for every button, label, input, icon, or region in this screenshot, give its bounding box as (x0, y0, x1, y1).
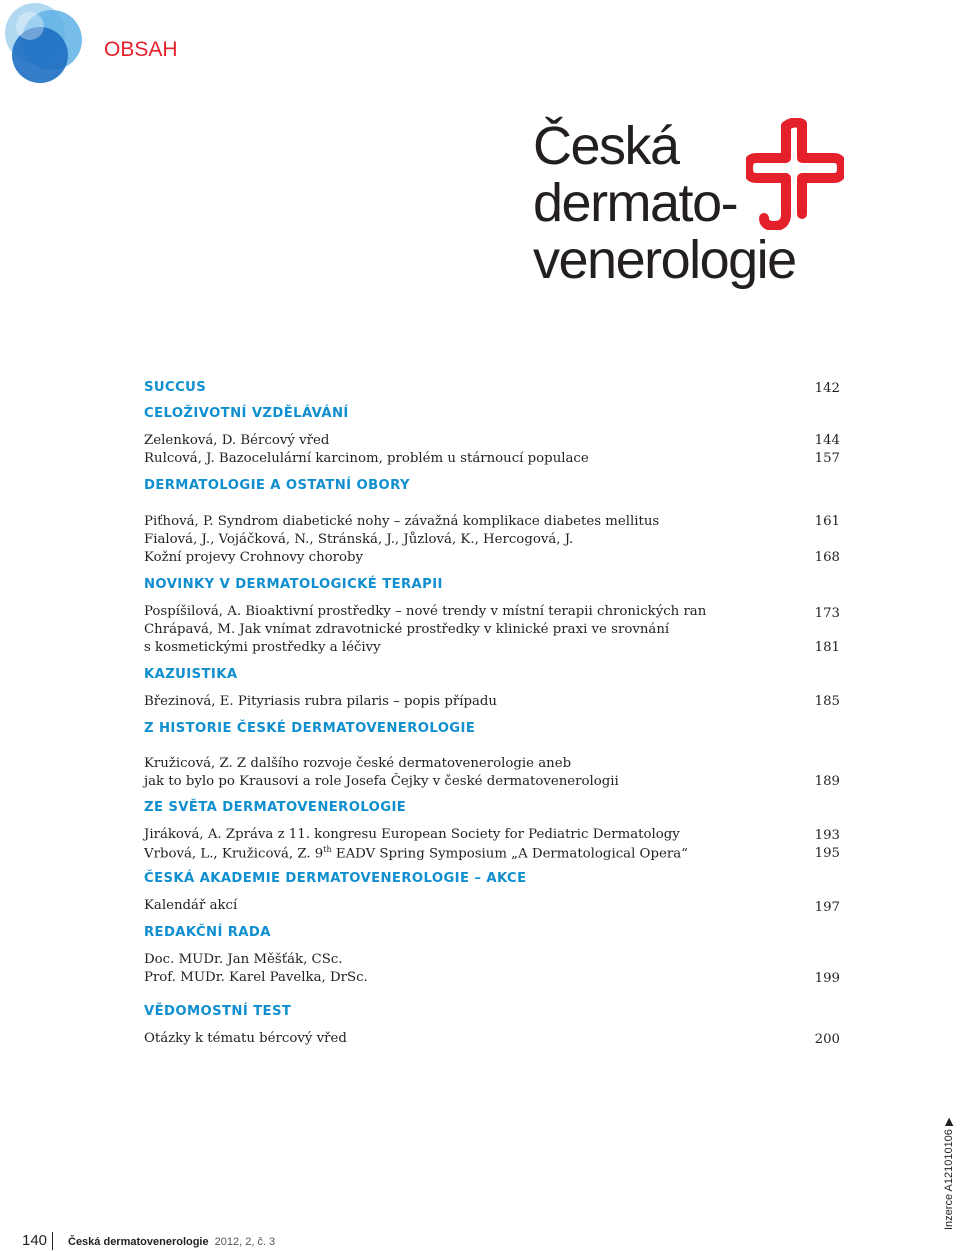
section-heading: KAZUISTIKA (144, 667, 238, 682)
toc-entry[interactable]: Otázky k tématu bércový vřed (144, 1031, 347, 1046)
section-heading: ČESKÁ AKADEMIE DERMATOVENEROLOGIE – AKCE (144, 871, 527, 886)
toc-entry[interactable]: Jiráková, A. Zpráva z 11. kongresu European Society for Pediatric Dermatology (144, 827, 680, 842)
section-heading: VĚDOMOSTNÍ TEST (144, 1004, 292, 1019)
page-number: 189 (814, 774, 840, 789)
footer-journal-name: Česká dermatovenerologie (68, 1236, 209, 1248)
section-heading: NOVINKY V DERMATOLOGICKÉ TERAPII (144, 577, 443, 592)
section-heading: Z HISTORIE ČESKÉ DERMATOVENEROLOGIE (144, 721, 476, 736)
page-title: OBSAH (104, 38, 178, 61)
page-number: 168 (814, 550, 840, 565)
page-number: 199 (814, 971, 840, 986)
toc-entry[interactable] (144, 845, 688, 861)
toc-entry[interactable]: Chrápavá, M. Jak vnímat zdravotnické prostředky v klinické praxi ve srovnání (144, 622, 670, 637)
page-number: 195 (814, 846, 840, 861)
toc-entry-text: EADV Spring Symposium „A Dermatological Opera“ (331, 846, 688, 862)
footer-issue: 2012, 2, č. 3 (214, 1236, 276, 1248)
page-number: 193 (814, 828, 840, 843)
toc-entry-authors[interactable]: Fialová, J., Vojáčková, N., Stránská, J., Jůzlová, K., Hercogová, J. (144, 532, 574, 547)
ad-code-text: Inzerce A121010106 ▶ (943, 1117, 955, 1230)
section-heading: REDAKČNÍ RADA (144, 925, 271, 940)
toc-entry[interactable]: Kružicová, Z. Z dalšího rozvoje české dermatovenerologie aneb (144, 756, 572, 771)
page-number: 157 (814, 451, 840, 466)
footer-divider (52, 1232, 53, 1250)
footer-page-number: 140 (22, 1232, 48, 1249)
toc-entry-text: Vrbová, L., Kružicová, Z. 9 (144, 846, 324, 862)
logo-line-2: dermato- (533, 173, 738, 233)
section-heading: CELOŽIVOTNÍ VZDĚLÁVÁNÍ (144, 406, 349, 421)
page-number: 144 (814, 433, 840, 448)
footer-journal (68, 1236, 275, 1248)
toc-entry[interactable]: Březinová, E. Pityriasis rubra pilaris – popis případu (144, 694, 497, 709)
page-number: 173 (814, 606, 840, 621)
toc-entry[interactable]: jak to bylo po Krausovi a role Josefa Čejky v české dermatovenerologii (144, 774, 619, 789)
superscript: th (323, 845, 332, 854)
ad-code (938, 1110, 960, 1230)
page-number: 181 (814, 640, 840, 655)
page-number: 185 (814, 694, 840, 709)
toc-entry[interactable]: Rulcová, J. Bazocelulární karcinom, problém u stárnoucí populace (144, 451, 589, 466)
toc-entry[interactable]: Prof. MUDr. Karel Pavelka, DrSc. (144, 970, 368, 985)
toc-entry[interactable]: Doc. MUDr. Jan Měšťák, CSc. (144, 952, 343, 967)
section-heading: DERMATOLOGIE A OSTATNÍ OBORY (144, 478, 410, 493)
section-heading: ZE SVĚTA DERMATOVENEROLOGIE (144, 800, 407, 815)
toc-entry[interactable]: Pospíšilová, A. Bioaktivní prostředky – nové trendy v místní terapii chronických ran (144, 604, 707, 619)
toc-entry[interactable]: Piťhová, P. Syndrom diabetické nohy – závažná komplikace diabetes mellitus (144, 514, 660, 529)
toc-entry[interactable]: s kosmetickými prostředky a léčivy (144, 640, 381, 655)
toc-entry[interactable]: Kalendář akcí (144, 898, 238, 913)
toc-entry[interactable]: Kožní projevy Crohnovy choroby (144, 550, 364, 565)
section-heading[interactable]: SUCCUS (144, 380, 207, 395)
logo-line-1: Česká (533, 116, 679, 176)
page-number: 142 (814, 381, 840, 396)
page-number: 200 (814, 1032, 840, 1047)
page-number: 161 (814, 514, 840, 529)
toc-entry[interactable]: Zelenková, D. Bércový vřed (144, 433, 330, 448)
logo-line-3: venerologie (533, 230, 796, 290)
page-number: 197 (814, 900, 840, 915)
